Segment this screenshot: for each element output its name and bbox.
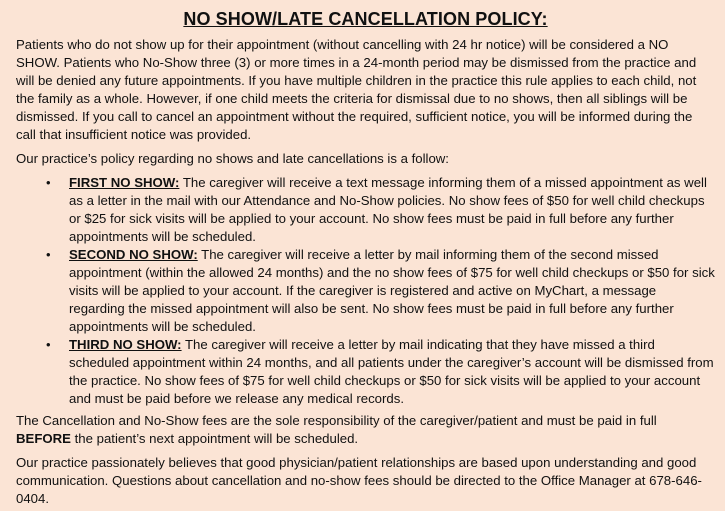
second-no-show-term: SECOND NO SHOW: xyxy=(69,247,198,262)
third-no-show-text: The caregiver will receive a letter by mail indicating that they have missed a third scheduled appointment within 24 months, and all patients under the caregiver’s account will be dismissed from the practice. No show fees of $75 for well child checkups or $50 for sick visits will be applied to your account and must be paid before we release any medical records. xyxy=(69,337,714,406)
bullet-icon: • xyxy=(46,175,51,190)
first-no-show-term: FIRST NO SHOW: xyxy=(69,175,180,190)
no-show-list xyxy=(16,174,715,408)
list-item-third-no-show xyxy=(16,336,715,408)
list-item-second-no-show xyxy=(16,246,715,336)
third-no-show-term: THIRD NO SHOW: xyxy=(69,337,182,352)
fees-text-bold: BEFORE xyxy=(16,431,71,446)
intro-paragraph: Patients who do not show up for their appointment (without cancelling with 24 hr notice) will be considered a NO SHOW. Patients who No-Show three (3) or more times in a 24-month period may be dismissed from the practice and will be denied any future appointments. If you have multiple children in the practice this rule applies to each child, not the family as a whole. However, if one child meets the criteria for dismissal due to no shows, then all siblings will be dismissed. If you call to cancel an appointment without the required, sufficient notice, you will be informed during the call that insufficient notice was provided. xyxy=(16,37,697,142)
bullet-icon: • xyxy=(46,247,51,262)
second-no-show-text: The caregiver will receive a letter by mail informing them of the second missed appointment (within the allowed 24 months) and the no show fees of $75 for well child checkups or $50 for sick visits will be applied to your account. If the caregiver is registered and active on MyChart, a message regarding the missed appointment will also be sent. No show fees must be paid in full before any further appointments will be scheduled. xyxy=(69,247,715,334)
policy-lead-paragraph: Our practice’s policy regarding no shows and late cancellations is a follow: xyxy=(16,151,449,166)
first-no-show-text: The caregiver will receive a text message informing them of a missed appointment as well as a letter in the mail with our Attendance and No-Show policies. No show fees of $50 for well child checkups or $25 for sick visits will be applied to your account. No show fees must be paid in full before any further appointments will be scheduled. xyxy=(69,175,707,244)
list-item-first-no-show xyxy=(16,174,715,246)
fees-text-before: The Cancellation and No-Show fees are the sole responsibility of the caregiver/patient and must be paid in full xyxy=(16,413,657,428)
fees-paragraph xyxy=(16,412,715,448)
fees-text-after: the patient’s next appointment will be scheduled. xyxy=(70,431,359,446)
page-title: NO SHOW/LATE CANCELLATION POLICY: xyxy=(183,9,548,29)
closing-paragraph: Our practice passionately believes that good physician/patient relationships are based upon understanding and good communication. Questions about cancellation and no-show fees should be directed to the Office Manager at 678-646-0404. xyxy=(16,455,702,506)
bullet-icon: • xyxy=(46,337,51,352)
